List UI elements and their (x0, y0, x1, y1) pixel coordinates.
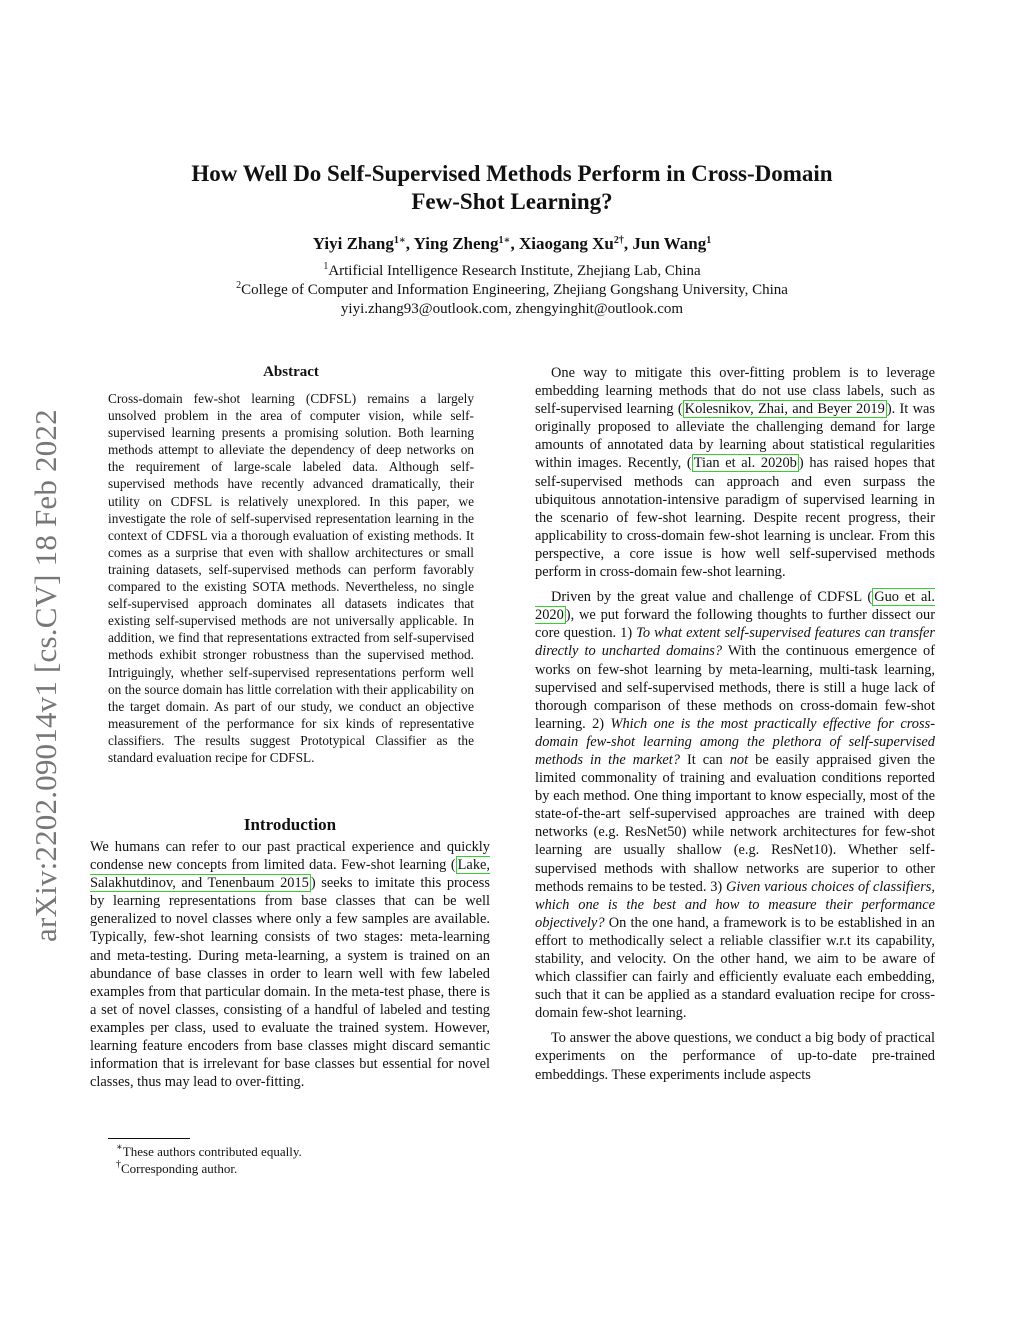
footnote-mark: ∗ (116, 1142, 123, 1153)
author-name: Jun Wang (632, 234, 707, 253)
author-mark: 1∗ (393, 235, 406, 246)
intro-paragraph-1 (90, 838, 490, 1091)
footnote-2 (108, 1160, 488, 1177)
text-run: It can (679, 751, 730, 768)
left-column-body (90, 838, 490, 1091)
author-name: Yiyi Zhang (312, 234, 394, 253)
question-2: Which one is the most practically effective for cross-domain few-shot learning among the plethora of self-supervised methods in the market? (535, 715, 935, 768)
body-paragraph-4: To answer the above questions, we conduct a big body of practical experiments on the performance of up-to-date pre-trained embeddings. These experiments include aspects (535, 1030, 935, 1083)
text-run: On the one hand, a framework is to be established in an effort to methodically select a reliable classifier w.r.t its capability, stability, and velocity. On the other hand, we aim to be aware of which classifier can fairly and efficiently evaluate each embedding, such that it can be applied as a standard evaluation recipe for cross-domain few-shot learning. (535, 914, 935, 1022)
citation-link[interactable]: Kolesnikov, Zhai, and Beyer 2019 (684, 401, 885, 418)
body-paragraph-2 (535, 364, 935, 581)
footnotes (108, 1143, 488, 1177)
abstract-heading: Abstract (263, 364, 319, 380)
abstract-text: Cross-domain few-shot learning (CDFSL) remains a largely unsolved problem in the area of computer vision, while self-supervised learning presents a promising solution. Both learning methods attempt to alleviate the dependency of deep networks on the requirement of large-scale labeled data. Although self-supervised methods have recently advanced dramatically, their utility on CDFSL is relatively unexplored. In this paper, we investigate the role of self-supervised representation learning in the context of CDFSL via a thorough evaluation of existing methods. It comes as a surprise that even with shallow architectures or small training datasets, self-supervised methods can perform favorably compared to the existing SOTA methods. Nevertheless, no single self-supervised approach dominates all datasets indicates that existing self-supervised methods are not universally applicable. In addition, we find that representations extracted from self-supervised methods exhibit stronger robustness than the supervised method. Intriguingly, whether self-supervised representations perform well on the source domain has little correlation with their applicability on the target domain. As part of our study, we conduct an objective measurement of the performance for six kinds of representative classifiers. The results suggest Prototypical Classifier as the standard evaluation recipe for CDFSL. (108, 391, 474, 765)
question-1: To what extent self-supervised features can transfer directly to uncharted domains? (535, 625, 935, 660)
author-mark: 2† (613, 235, 624, 246)
footnote-divider (108, 1138, 190, 1139)
author-list: Yiyi Zhang$^{1∗}$, Ying Zheng$^{1∗}$, Xiaogang $Xu^{2\dagger}$, Jun Wang$^1$ (312, 234, 712, 253)
text-run: With the continuous emergence of works on few-shot learning by meta-learning, multi-task learning, supervised and self-supervised methods, there is still a huge lack of thorough comparison of these methods on cross-domain few-shot learning. 2) (535, 643, 935, 732)
footnote-text: Corresponding author. (121, 1161, 238, 1176)
footnote-1 (108, 1143, 488, 1160)
citation-link[interactable]: Guo et al. 2020 (535, 589, 935, 624)
author-mark: 1 (706, 235, 712, 246)
title-line-2: Few-Shot Learning? (411, 189, 613, 214)
text-run: We humans can refer to our past practical experience and quickly condense new concepts from limited data. Few-shot learning ( (90, 839, 490, 874)
affiliation-mark: 2 (236, 280, 242, 291)
arxiv-stamp: arXiv:2202.09014v1 [cs.CV] 18 Feb 2022 (28, 409, 63, 942)
affiliation-1 (100, 262, 924, 281)
footnote-text: These authors contributed equally. (122, 1144, 302, 1159)
text-run: ) has raised hopes that self-supervised methods can approach and even surpass the ubiquitous annotation-intensive paradigm of supervised learning in the scenario of few-shot learning. Despite recent progress, their applicability to cross-domain few-shot learning is unclear. From this perspective, a core issue is how well self-supervised methods perform in cross-domain few-shot learning. (535, 455, 935, 581)
text-run: ). It was originally proposed to alleviate the challenging demand for large amounts of annotated data by learning about statistical regularities within images. Recently, ( (535, 401, 935, 472)
affiliation-text: Artificial Intelligence Research Institute, Zhejiang Lab, China (328, 263, 701, 279)
citation-link[interactable]: Lake, Salakhutdinov, and Tenenbaum 2015 (90, 857, 490, 892)
question-3: Given various choices of classifiers, which one is the best and how to measure their performance objectively? (535, 878, 935, 931)
text-run: Driven by the great value and challenge of CDFSL ( (551, 589, 873, 606)
author-name: Ying Zheng (413, 234, 499, 253)
text-run: One way to mitigate this over-fitting problem is to leverage embedding learning methods that do not use class labels, such as self-supervised learning ( (535, 365, 935, 418)
author-mark: 1∗ (498, 235, 511, 246)
introduction-heading: Introduction (243, 815, 337, 834)
body-paragraph-3 (535, 588, 935, 1022)
text-run: be easily appraised given the limited commonality of training and evaluation conditions reported by each method. One thing important to know especially, most of the state-of-the-art self-supervised approaches are trained with deep networks (e.g. ResNet50) while network architectures for few-shot learning are usually shallow (e.g. ResNet10). Whether self-supervised methods with shallow networks are superior to other methods remains to be tested. 3) (535, 751, 936, 895)
author-emails: yiyi.zhang93@outlook.com, zhengyinghit@outlook.com (340, 301, 684, 317)
right-column-body (535, 364, 935, 1084)
title-line-1: How Well Do Self-Supervised Methods Perform in Cross-Domain (191, 161, 833, 186)
footnote-mark: † (116, 1159, 121, 1170)
affiliation-text: College of Computer and Information Engineering, Zhejiang Gongshang University, China (241, 282, 788, 298)
author-name: Xiaogang Xu (518, 234, 614, 253)
text-run: ) seeks to imitate this process by learning representations from base classes that can be well generalized to novel classes where only a few samples are available. Typically, few-shot learning consists of two stages: meta-learning and meta-testing. During meta-learning, a system is trained on an abundance of base classes in order to learn well with few labeled examples from that particular domain. In the meta-test phase, there is a set of novel classes, consisting of a handful of labeled and testing examples per class, used to evaluate the trained system. However, learning feature encoders from base classes might discard semantic information that is irrelevant for base classes but essential for novel classes, thus may lead to over-fitting. (90, 875, 490, 1091)
affiliation-2 (100, 281, 924, 300)
emphasis-not: not (729, 751, 749, 768)
text-run: ), we put forward the following thoughts to further dissect our core question. 1) (535, 607, 935, 642)
citation-link[interactable]: Tian et al. 2020b (693, 455, 797, 472)
paper-title (100, 160, 924, 216)
affiliation-mark: 1 (323, 261, 329, 272)
